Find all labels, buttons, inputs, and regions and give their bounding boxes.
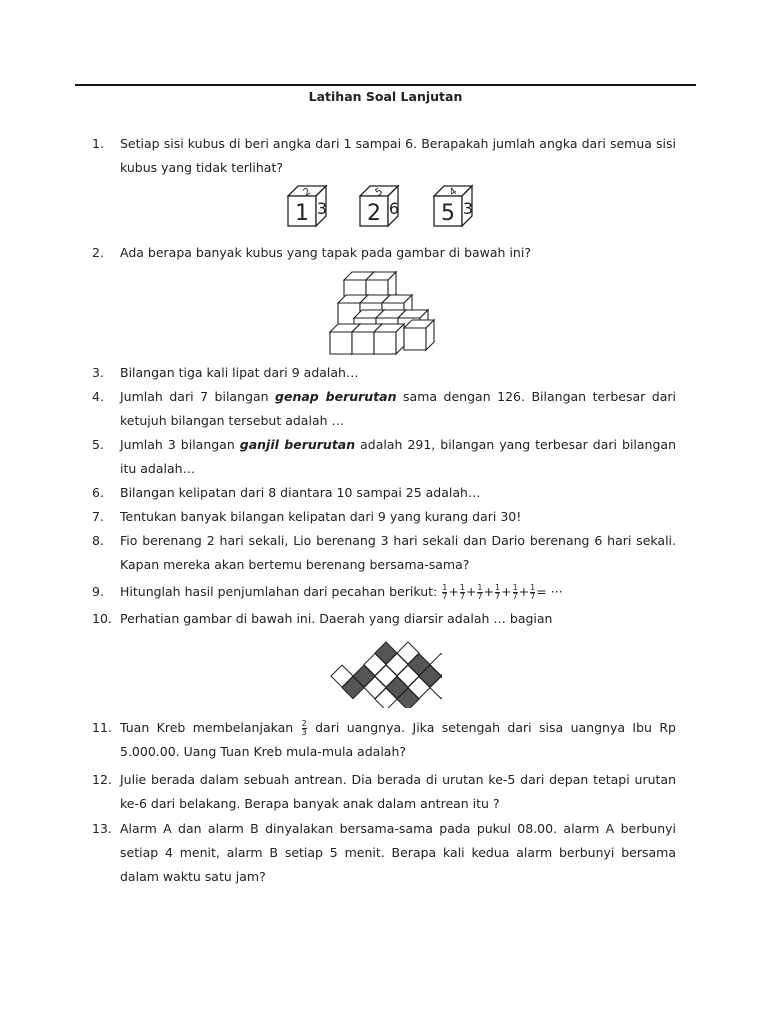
fraction-denominator: 7 — [530, 592, 536, 601]
die-top-face: 4 — [447, 186, 460, 199]
question-number: 1. — [92, 136, 104, 151]
fraction — [442, 584, 447, 601]
text-segment: adalah 291, bilangan yang terbesar dari bilangan itu adalah… — [120, 437, 676, 476]
question-8 — [92, 529, 676, 577]
dice-figure — [282, 182, 492, 232]
text-segment: Jumlah 3 bilangan — [120, 437, 240, 452]
question-number: 9. — [92, 584, 104, 599]
question-13 — [92, 817, 676, 889]
question-text: Bilangan tiga kali lipat dari 9 adalah… — [120, 365, 359, 380]
die-top-face: 5 — [373, 186, 386, 199]
question-text — [120, 433, 676, 481]
cube — [374, 324, 404, 354]
question-2 — [92, 241, 676, 265]
fraction — [460, 584, 465, 601]
question-text — [120, 716, 676, 764]
question-text: Perhatian gambar di bawah ini. Daerah yang diarsir adalah … bagian — [120, 611, 553, 626]
die-front-face: 1 — [295, 201, 309, 226]
fraction-numerator: 1 — [442, 583, 448, 592]
page-title: Latihan Soal Lanjutan — [308, 89, 463, 104]
question-text: Tentukan banyak bilangan kelipatan dari 9 yang kurang dari 30! — [120, 509, 522, 524]
fraction — [530, 584, 535, 601]
question-text: Alarm A dan alarm B dinyalakan bersama-sama pada pukul 08.00. alarm A berbunyi setiap 4 menit, alarm B setiap 5 menit. Berapa kali kedua alarm berbunyi bersama dalam waktu satu jam? — [120, 821, 676, 884]
question-number: 7. — [92, 509, 104, 524]
fraction — [302, 720, 307, 737]
question-number: 12. — [92, 772, 112, 787]
question-number: 11. — [92, 720, 112, 735]
question-text: Julie berada dalam sebuah antrean. Dia berada di urutan ke-5 dari depan tetapi urutan ke-6 dari belakang. Berapa banyak anak dalam antrean itu ? — [120, 772, 676, 811]
die-front-face: 2 — [367, 201, 381, 226]
plus-sign: + — [465, 584, 477, 599]
question-number: 6. — [92, 485, 104, 500]
text-segment: dari uangnya. Jika setengah dari sisa uangnya Ibu Rp 5.000.00. Uang Tuan Kreb mula-mula adalah? — [120, 720, 676, 759]
question-7 — [92, 505, 676, 529]
equals-sign: = ··· — [536, 584, 563, 599]
fraction — [513, 584, 518, 601]
question-number: 5. — [92, 437, 104, 452]
question-number: 2. — [92, 245, 104, 260]
question-3 — [92, 361, 676, 385]
die-right-face: 3 — [462, 199, 474, 218]
die-front-face: 5 — [441, 201, 455, 226]
plus-sign: + — [483, 584, 494, 599]
question-number: 13. — [92, 821, 112, 836]
cube — [404, 320, 434, 350]
cube-stack-figure — [326, 270, 442, 358]
question-text — [120, 580, 676, 604]
question-12 — [92, 768, 676, 816]
fraction-denominator: 7 — [495, 592, 501, 601]
die-2 — [360, 186, 399, 226]
emphasis-text: ganjil berurutan — [239, 437, 356, 452]
shaded-grid-figure — [330, 640, 442, 708]
question-text: Fio berenang 2 hari sekali, Lio berenang 3 hari sekali dan Dario berenang 6 hari sekali. Kapan mereka akan bertemu berenang bersama-sama? — [120, 533, 676, 572]
question-4 — [92, 385, 676, 433]
plus-sign: + — [448, 584, 459, 599]
die-right-face: 6 — [388, 199, 400, 218]
fraction-denominator: 3 — [301, 728, 307, 737]
question-number: 8. — [92, 533, 104, 548]
text-segment: Tuan Kreb membelanjakan — [120, 720, 301, 735]
question-text: Bilangan kelipatan dari 8 diantara 10 sampai 25 adalah… — [120, 485, 481, 500]
fraction-denominator: 7 — [459, 592, 465, 601]
question-1 — [92, 132, 676, 180]
fraction-denominator: 7 — [477, 592, 483, 601]
question-text — [120, 385, 676, 433]
question-5 — [92, 433, 676, 481]
fraction-numerator: 1 — [477, 583, 483, 592]
text-segment: sama dengan 126. Bilangan terbesar dari ketujuh bilangan tersebut adalah … — [120, 389, 677, 428]
header-rule — [75, 84, 696, 86]
emphasis-text: genap berurutan — [275, 389, 397, 404]
fraction — [495, 584, 500, 601]
plus-sign: + — [518, 584, 530, 599]
fraction-denominator: 7 — [442, 592, 448, 601]
die-3 — [434, 186, 473, 226]
question-10 — [92, 607, 676, 631]
text-segment: Jumlah dari 7 bilangan — [120, 389, 276, 404]
fraction-numerator: 1 — [512, 583, 518, 592]
fraction-denominator: 7 — [512, 592, 518, 601]
die-right-face: 3 — [316, 199, 328, 218]
question-number: 3. — [92, 365, 104, 380]
fraction-numerator: 2 — [301, 719, 307, 728]
question-11 — [92, 716, 676, 764]
text-segment: Hitunglah hasil penjumlahan dari pecahan berikut: — [120, 584, 438, 599]
fraction-numerator: 1 — [530, 583, 536, 592]
question-6 — [92, 481, 676, 505]
question-number: 10. — [92, 611, 112, 626]
question-text: Ada berapa banyak kubus yang tapak pada gambar di bawah ini? — [120, 245, 531, 260]
fraction-numerator: 1 — [459, 583, 465, 592]
fraction — [477, 584, 482, 601]
question-text: Setiap sisi kubus di beri angka dari 1 sampai 6. Berapakah jumlah angka dari semua sisi kubus yang tidak terlihat? — [120, 136, 676, 175]
plus-sign: + — [501, 584, 512, 599]
fraction-numerator: 1 — [495, 583, 501, 592]
die-top-face: 2 — [301, 186, 314, 199]
question-9 — [92, 580, 676, 604]
question-number: 4. — [92, 389, 104, 404]
die-1 — [288, 186, 327, 226]
